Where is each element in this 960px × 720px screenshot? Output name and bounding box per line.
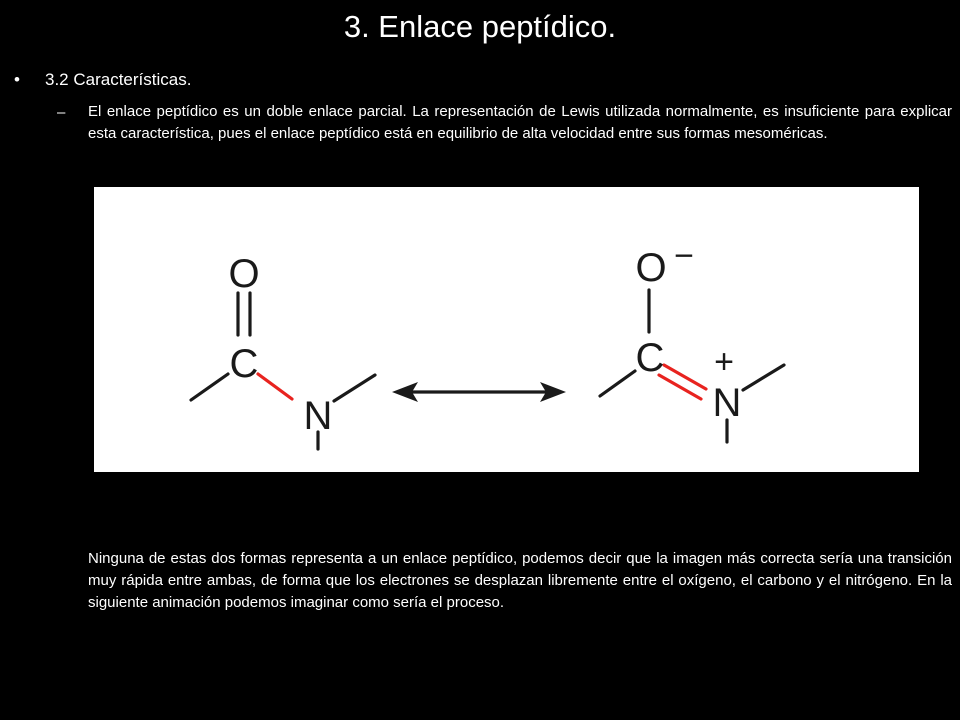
paragraph-peptide-bond-description: El enlace peptídico es un doble enlace parcial. La representación de Lewis utilizada normalmente, es insuficiente para explicar esta característica, pues el enlace peptídico está en equilibrio de alta velocidad entre sus formas mesoméricas. (88, 103, 952, 142)
left-oxygen-atom: O (228, 252, 260, 296)
resonance-arrow (392, 382, 566, 402)
resonance-structures-figure (94, 187, 919, 472)
left-carbon-atom: C (229, 342, 259, 386)
sub-bullet-marker: – (57, 104, 66, 121)
right-methyl-bond (600, 371, 635, 396)
left-methyl-bond (191, 374, 228, 400)
right-cn-double-bond-2 (659, 375, 701, 399)
right-resonance-form (600, 290, 784, 442)
left-n-methyl-bond (334, 375, 375, 401)
slide-title: 3. Enlace peptídico. (343, 9, 617, 44)
resonance-diagram (94, 187, 919, 472)
right-n-methyl-bond (743, 365, 784, 390)
section-heading: 3.2 Características. (45, 70, 192, 89)
right-nitrogen-positive-charge: + (714, 343, 734, 381)
right-nitrogen-atom: N (712, 381, 742, 425)
right-carbon-atom: C (635, 336, 665, 380)
paragraph-resonance-explanation: Ninguna de estas dos formas representa a un enlace peptídico, podemos decir que la imagen más correcta sería una transición muy rápida entre ambas, de forma que los electrones se desplazan libremente entre el oxígeno, el carbono y el nitrógeno. En la siguiente animación podemos imaginar como sería el proceso. (88, 550, 952, 611)
left-resonance-form (191, 293, 375, 449)
left-nitrogen-atom: N (303, 394, 333, 438)
right-oxygen-negative-charge: − (674, 237, 694, 275)
right-oxygen-atom: O (635, 246, 667, 290)
right-cn-double-bond-1 (664, 365, 706, 389)
left-cn-single-bond (258, 374, 292, 399)
bullet-marker: • (14, 70, 20, 89)
